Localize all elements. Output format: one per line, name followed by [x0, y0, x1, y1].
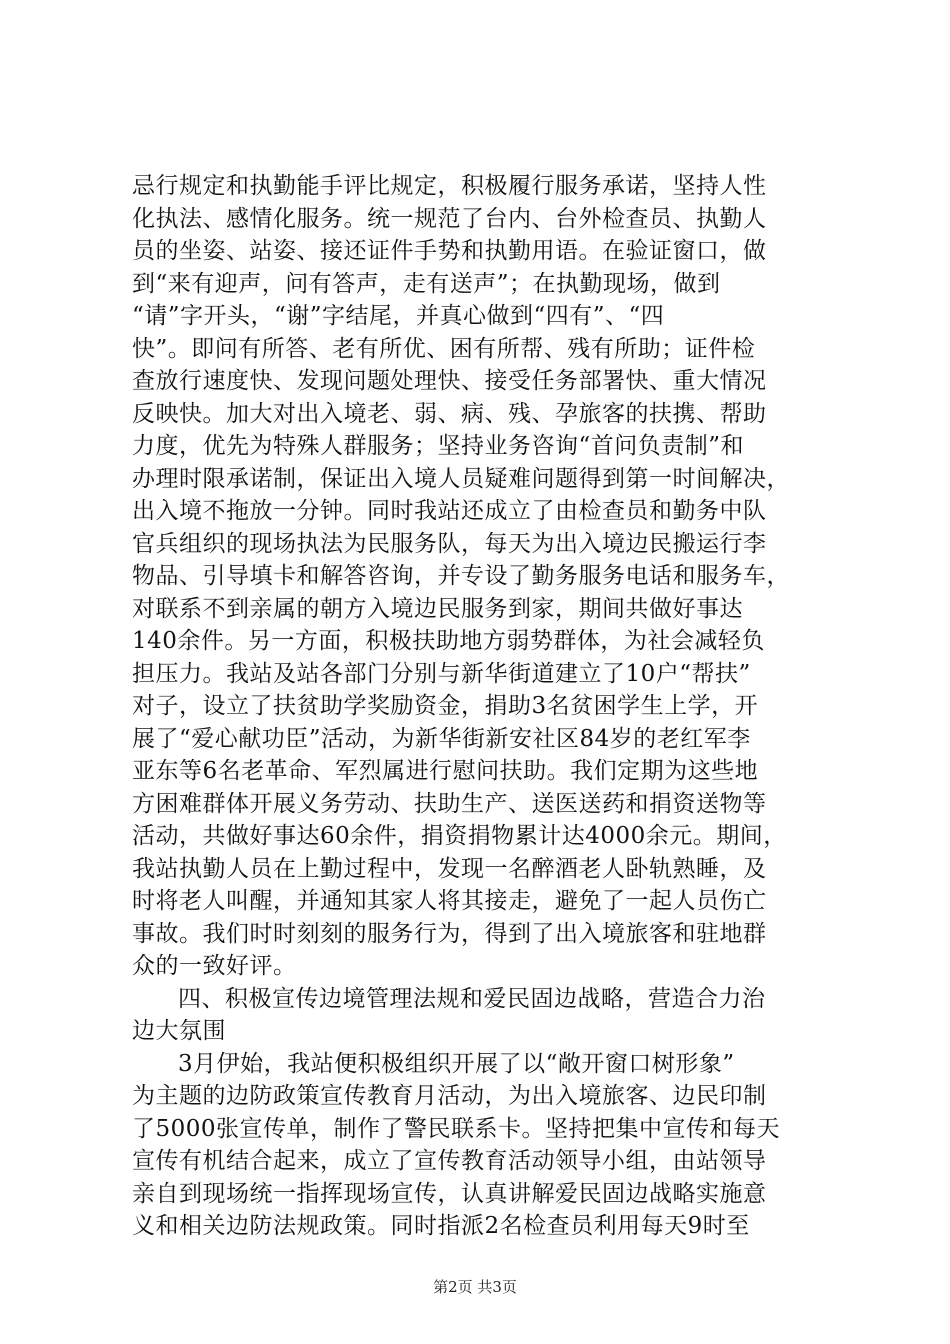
page-footer: [0, 1277, 950, 1297]
text-line: 物品、引导填卡和解答咨询，并专设了勤务服务电话和服务车，: [132, 563, 790, 589]
text-line: 亚东等6名老革命、军烈属进行慰问扶助。我们定期为这些地: [132, 758, 759, 784]
text-line: 为主题的边防政策宣传教育月活动，为出入境旅客、边民印制: [132, 1083, 767, 1109]
text-line: 活动，共做好事达60余件，捐资捐物累计达4000余元。期间，: [132, 823, 787, 849]
text-line: 我站执勤人员在上勤过程中，发现一名醉酒老人卧轨熟睡，及: [132, 855, 767, 882]
text-line: 出入境不拖放一分钟。同时我站还成立了由检查员和勤务中队: [132, 498, 767, 524]
text-line: 方困难群体开展义务劳动、扶助生产、送医送药和捐资送物等: [132, 790, 767, 817]
section-heading-line: 边大氛围: [132, 1018, 226, 1044]
text-line: 担压力。我站及站各部门分别与新华街道建立了10户“帮扶”: [132, 660, 751, 687]
text-line: 快”。即问有所答、老有所优、困有所帮、残有所助；证件检: [132, 335, 756, 362]
text-line: 了5000张宣传单，制作了警民联系卡。坚持把集中宣传和每天: [132, 1115, 781, 1142]
text-line: 140余件。另一方面，积极扶助地方弱势群体，为社会减轻负: [132, 628, 765, 654]
paragraph-start-line: 3月伊始，我站便积极组织开展了以“敞开窗口树形象”: [178, 1050, 735, 1077]
text-line: 对联系不到亲属的朝方入境边民服务到家，期间共做好事达: [132, 595, 743, 622]
text-line: 力度，优先为特殊人群服务；坚持业务咨询“首问负责制”和: [132, 433, 745, 459]
text-line: 反映快。加大对出入境老、弱、病、残、孕旅客的扶携、帮助: [132, 400, 767, 427]
text-line: 办理时限承诺制，保证出入境人员疑难问题得到第一时间解决，: [132, 465, 790, 492]
body-text: [132, 170, 832, 1243]
text-line: 亲自到现场统一指挥现场宣传，认真讲解爱民固边战略实施意: [132, 1180, 767, 1207]
text-line: 到“来有迎声，问有答声，走有送声”；在执勤现场，做到: [132, 270, 721, 297]
text-line: 事故。我们时时刻刻的服务行为，得到了出入境旅客和驻地群: [132, 920, 767, 947]
text-line: 义和相关边防法规政策。同时指派2名检查员利用每天9时至: [132, 1213, 750, 1239]
text-line: “请”字开头，“谢”字结尾，并真心做到“四有”、“四: [132, 303, 665, 329]
text-line: 展了“爱心献功臣”活动，为新华街新安社区84岁的老红军李: [132, 725, 751, 752]
page-number: 第2页 共3页: [433, 1278, 517, 1296]
text-line: 对子，设立了扶贫助学奖励资金，捐助3名贫困学生上学，开: [132, 693, 759, 719]
text-line: 时将老人叫醒，并通知其家人将其接走，避免了一起人员伤亡: [132, 888, 767, 914]
text-line: 官兵组织的现场执法为民服务队，每天为出入境边民搬运行李: [132, 530, 767, 557]
text-line: 众的一致好评。: [132, 953, 297, 979]
text-line: 宣传有机结合起来，成立了宣传教育活动领导小组，由站领导: [132, 1148, 767, 1174]
text-line: 化执法、感情化服务。统一规范了台内、台外检查员、执勤人: [132, 205, 767, 232]
text-line: 员的坐姿、站姿、接还证件手势和执勤用语。在验证窗口，做: [132, 238, 767, 264]
section-heading-line: 四、积极宣传边境管理法规和爱民固边战略，营造合力治: [178, 985, 766, 1012]
text-line: 查放行速度快、发现问题处理快、接受任务部署快、重大情况: [132, 368, 767, 394]
text-line: 忌行规定和执勤能手评比规定，积极履行服务承诺，坚持人性: [132, 173, 767, 199]
